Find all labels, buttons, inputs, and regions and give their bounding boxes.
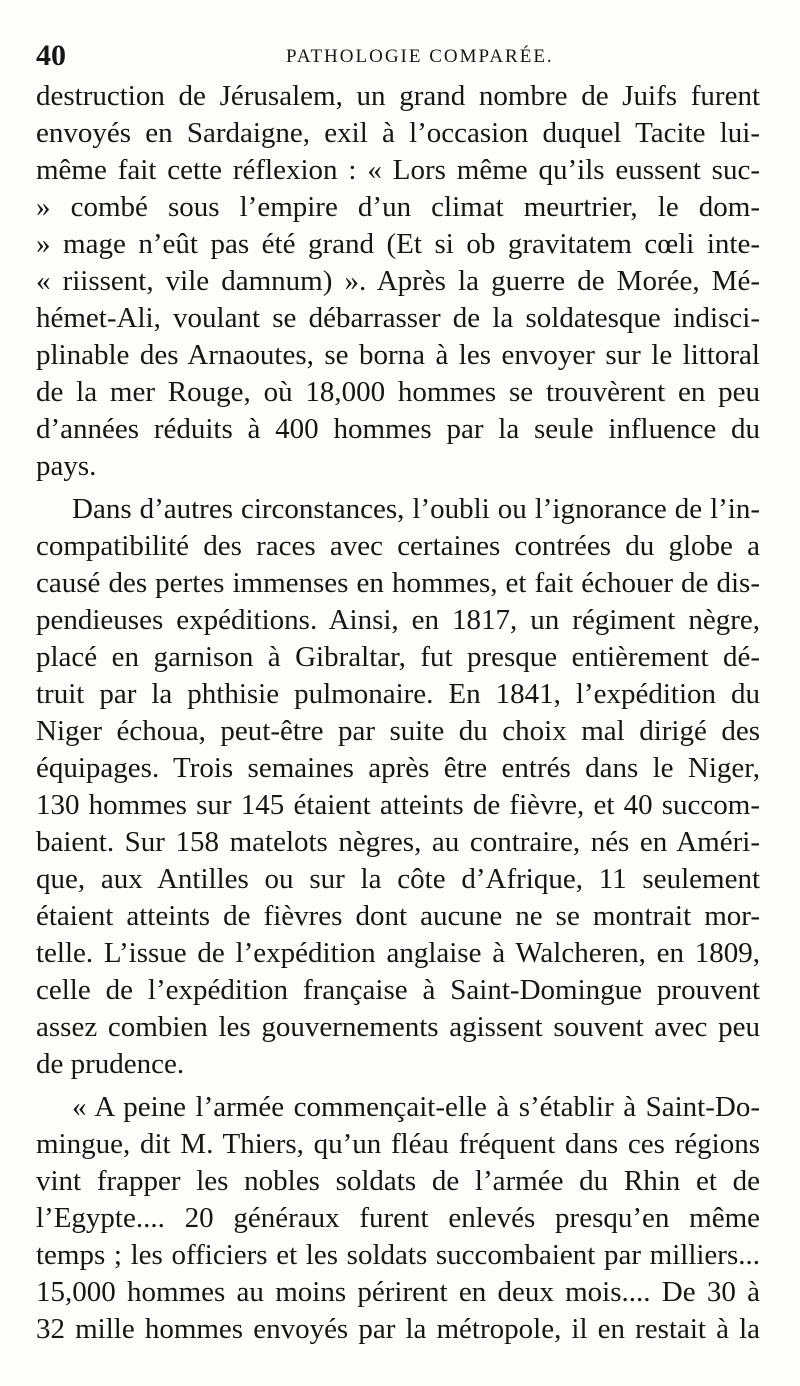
paragraph-2 [36, 491, 760, 1083]
text-line: « riissent, vile damnum) ». Après la guerre de Morée, Mé- [36, 265, 760, 297]
body-text [36, 78, 760, 1348]
text-line: hémet-Ali, voulant se débarrasser de la soldatesque indisci- [36, 302, 760, 334]
text-line: truit par la phthisie pulmonaire. En 1841, l’expédition du [36, 678, 760, 710]
text-line: de la mer Rouge, où 18,000 hommes se trouvèrent en peu [36, 376, 760, 408]
text-line: temps ; les officiers et les soldats succombaient par milliers... [36, 1239, 760, 1271]
text-line: pays. [36, 450, 97, 482]
text-line: 130 hommes sur 145 étaient atteints de fièvre, et 40 succom- [36, 789, 760, 821]
running-head: PATHOLOGIE COMPARÉE. [286, 46, 554, 67]
page-number: 40 [36, 39, 66, 72]
paragraph-3 [36, 1089, 760, 1348]
text-line: l’Egypte.... 20 généraux furent enlevés presqu’en même [36, 1202, 760, 1234]
text-line: 32 mille hommes envoyés par la métropole, il en restait à la [36, 1313, 760, 1345]
text-line: d’années réduits à 400 hommes par la seule influence du [36, 413, 760, 445]
text-line: envoyés en Sardaigne, exil à l’occasion duquel Tacite lui- [36, 117, 760, 149]
text-line: étaient atteints de fièvres dont aucune ne se montrait mor- [36, 900, 760, 932]
text-line: Dans d’autres circonstances, l’oubli ou l’ignorance de l’in- [72, 493, 760, 525]
text-line: causé des pertes immenses en hommes, et fait échouer de dis- [36, 567, 760, 599]
text-line: vint frapper les nobles soldats de l’armée du Rhin et de [36, 1165, 760, 1197]
text-line: baient. Sur 158 matelots nègres, au contraire, nés en Améri- [36, 826, 760, 858]
text-line: même fait cette réflexion : « Lors même qu’ils eussent suc- [36, 154, 760, 186]
text-line: équipages. Trois semaines après être entrés dans le Niger, [36, 752, 760, 784]
text-line: 15,000 hommes au moins périrent en deux mois.... De 30 à [36, 1276, 760, 1308]
text-line: destruction de Jérusalem, un grand nombre de Juifs furent [36, 80, 760, 112]
text-line: de prudence. [36, 1048, 185, 1080]
text-line: « A peine l’armée commençait-elle à s’établir à Saint-Do- [72, 1091, 760, 1123]
text-line: » combé sous l’empire d’un climat meurtrier, le dom- [36, 191, 760, 223]
text-line: plinable des Arnaoutes, se borna à les envoyer sur le littoral [36, 339, 760, 371]
paragraph-1 [36, 78, 760, 485]
text-line: que, aux Antilles ou sur la côte d’Afrique, 11 seulement [36, 863, 760, 895]
text-line: placé en garnison à Gibraltar, fut presque entièrement dé- [36, 641, 760, 673]
text-line: telle. L’issue de l’expédition anglaise à Walcheren, en 1809, [36, 937, 760, 969]
text-line: » mage n’eût pas été grand (Et si ob gravitatem cœli inte- [36, 228, 760, 260]
text-line: assez combien les gouvernements agissent souvent avec peu [36, 1011, 760, 1043]
page-header [30, 36, 760, 76]
text-line: mingue, dit M. Thiers, qu’un fléau fréquent dans ces régions [36, 1128, 760, 1160]
text-line: celle de l’expédition française à Saint-Domingue prouvent [36, 974, 760, 1006]
text-line: compatibilité des races avec certaines contrées du globe a [36, 530, 760, 562]
text-line: Niger échoua, peut-être par suite du choix mal dirigé des [36, 715, 760, 747]
text-line: pendieuses expéditions. Ainsi, en 1817, un régiment nègre, [36, 604, 760, 636]
